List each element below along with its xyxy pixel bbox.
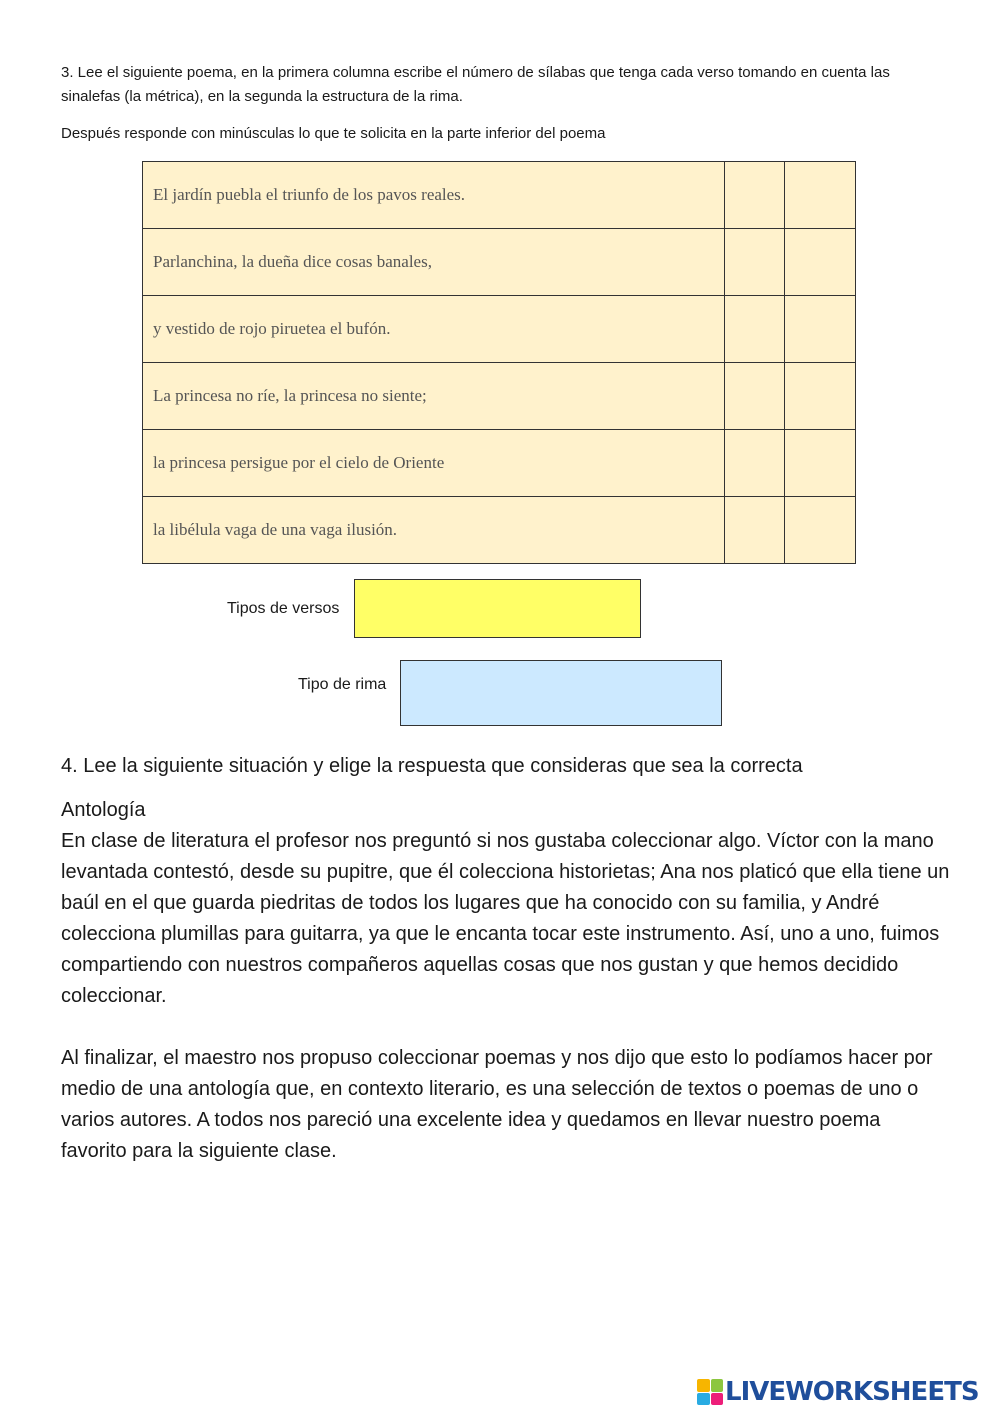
question-4-title: 4. Lee la siguiente situación y elige la respuesta que consideras que sea la correcta — [61, 755, 803, 777]
poem-table — [142, 161, 856, 564]
poem-row — [143, 363, 856, 430]
question-3-intro: 3. Lee el siguiente poema, en la primera columna escribe el número de sílabas que tenga cada verso tomando en cuenta las sinalefas (la métrica), en la segunda la estructura de la rima. — [61, 64, 890, 105]
liveworksheets-logo-icon — [697, 1379, 723, 1405]
syllable-count-field-3[interactable] — [725, 296, 785, 363]
verse-types-input[interactable] — [354, 579, 641, 638]
verse-text: El jardín puebla el triunfo de los pavos reales. — [143, 162, 725, 229]
syllable-count-field-2[interactable] — [725, 229, 785, 296]
verse-types-label: Tipos de versos — [227, 600, 340, 617]
rhyme-structure-field-1[interactable] — [785, 162, 856, 229]
question-3-instruction: Después responde con minúsculas lo que te solicita en la parte inferior del poema — [61, 125, 606, 142]
rhyme-structure-field-5[interactable] — [785, 430, 856, 497]
rhyme-structure-field-2[interactable] — [785, 229, 856, 296]
syllable-count-field-6[interactable] — [725, 497, 785, 564]
rhyme-type-label: Tipo de rima — [298, 676, 387, 693]
poem-row — [143, 497, 856, 564]
story-block — [61, 795, 951, 1167]
poem-row — [143, 162, 856, 229]
syllable-count-field-4[interactable] — [725, 363, 785, 430]
story-title: Antología — [61, 799, 146, 821]
logo-text: LIVEWORKSHEETS — [725, 1377, 979, 1407]
rhyme-structure-field-6[interactable] — [785, 497, 856, 564]
story-paragraph-2: Al finalizar, el maestro nos propuso coleccionar poemas y nos dijo que esto lo podíamos hacer por medio de una antología que, en contexto literario, es una selección de textos o poemas de uno o varios autores. A todos nos pareció una excelente idea y quedamos en llevar nuestro poema favorito para la siguiente clase. — [61, 1047, 933, 1162]
syllable-count-field-5[interactable] — [725, 430, 785, 497]
poem-row — [143, 296, 856, 363]
verse-text: y vestido de rojo piruetea el bufón. — [143, 296, 725, 363]
liveworksheets-logo[interactable] — [697, 1377, 993, 1407]
poem-row — [143, 229, 856, 296]
verse-text: la princesa persigue por el cielo de Oriente — [143, 430, 725, 497]
verse-text: La princesa no ríe, la princesa no siente; — [143, 363, 725, 430]
rhyme-structure-field-3[interactable] — [785, 296, 856, 363]
rhyme-structure-field-4[interactable] — [785, 363, 856, 430]
story-paragraph-1: En clase de literatura el profesor nos preguntó si nos gustaba coleccionar algo. Víctor con la mano levantada contestó, desde su pupitre, que él colecciona historietas; Ana nos platicó que ella tiene un baúl en el que guarda piedritas de todos los lugares que ha conocido con su familia, y André colecciona plumillas para guitarra, ya que le encanta tocar este instrumento. Así, uno a uno, fuimos compartiendo con nuestros compañeros aquellas cosas que nos gustan y que hemos decidido coleccionar. — [61, 830, 950, 1007]
rhyme-type-input[interactable] — [400, 660, 722, 726]
verse-text: Parlanchina, la dueña dice cosas banales, — [143, 229, 725, 296]
syllable-count-field-1[interactable] — [725, 162, 785, 229]
verse-text: la libélula vaga de una vaga ilusión. — [143, 497, 725, 564]
poem-row — [143, 430, 856, 497]
